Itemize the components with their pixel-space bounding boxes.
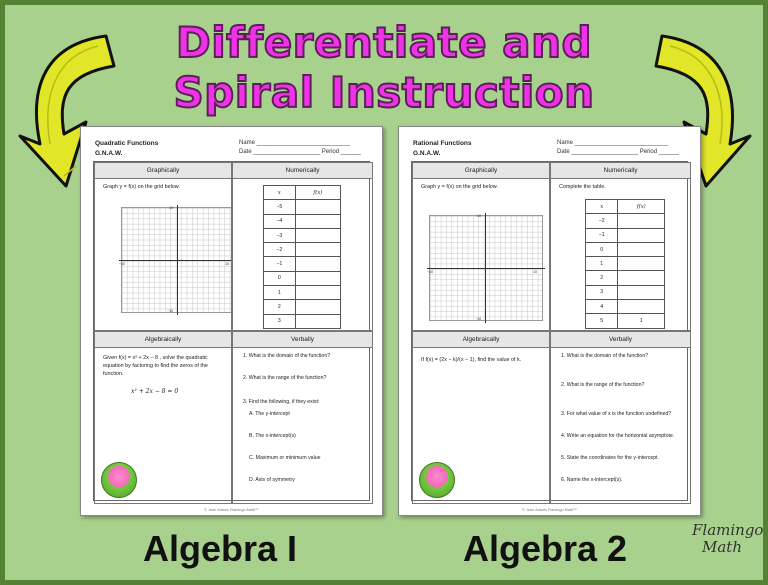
quadrant-header: Graphically: [413, 163, 549, 179]
worksheet-subtitle: G.N.A.W.: [95, 150, 123, 158]
col-fx: f(x): [295, 186, 340, 200]
table-cell[interactable]: [618, 228, 665, 242]
question-list: [551, 348, 690, 483]
worksheet-title: Quadratic Functions: [95, 140, 159, 147]
list-item: 1. What is the domain of the function?: [561, 353, 649, 359]
worksheet-header: [95, 139, 158, 159]
table-cell[interactable]: 1: [618, 314, 665, 328]
list-item: 3. For what value of x is the function undefined?: [561, 411, 672, 417]
y-axis: [177, 205, 178, 315]
quadrant-header: Numerically: [233, 163, 372, 179]
table-cell[interactable]: [295, 300, 340, 314]
table-row: −5: [264, 200, 341, 214]
tick-label: −10: [427, 270, 434, 274]
quadrant-graphically: [412, 162, 550, 331]
list-item: 2. What is the range of the function?: [243, 375, 327, 381]
worksheet-grid: [93, 161, 370, 501]
table-cell[interactable]: [295, 257, 340, 271]
algebra-prompt: If f(x) = (2x − k)/(x − 1), find the value of k.: [421, 357, 522, 363]
quadrant-algebraically: [94, 331, 232, 504]
brand-logo: [692, 521, 764, 557]
col-fx: f(x): [618, 200, 665, 214]
worksheet-subtitle: G.N.A.W.: [413, 150, 441, 158]
worksheet-algebra-1: [80, 126, 383, 516]
name-date-lines: [557, 139, 679, 158]
table-row: 3: [586, 285, 665, 299]
table-row: −2: [264, 243, 341, 257]
caption-algebra-2: Algebra 2: [463, 528, 628, 569]
col-x: x: [264, 186, 296, 200]
tick-label: 10: [225, 262, 229, 266]
list-item: C. Maximum or minimum value: [249, 455, 321, 461]
quadrant-header: Graphically: [95, 163, 231, 179]
table-cell[interactable]: [295, 243, 340, 257]
brand-line-1: Flamingo: [692, 521, 764, 539]
table-cell[interactable]: [618, 285, 665, 299]
table-prompt: Complete the table.: [559, 184, 606, 190]
tick-label: −10: [475, 317, 482, 321]
table-row: 2: [586, 271, 665, 285]
worksheet-algebra-2: [398, 126, 701, 516]
worksheet-footer: © Jean Adams Flamingo Math™: [522, 508, 577, 512]
date-line: Date ____________________ Period ______: [557, 149, 679, 156]
quadrant-graphically: [94, 162, 232, 331]
worksheet-grid: [411, 161, 688, 501]
equation: x² + 2x − 8 = 0: [131, 388, 179, 395]
graph-prompt: Graph y = f(x) on the grid below.: [103, 184, 180, 190]
table-row: −2: [586, 214, 665, 228]
quadrant-header: Algebraically: [95, 332, 231, 348]
value-table: [263, 185, 341, 329]
table-row: 1: [264, 286, 341, 300]
quadrant-verbally: [550, 331, 691, 504]
list-item: 2. What is the range of the function?: [561, 382, 645, 388]
quadrant-header: Numerically: [551, 163, 690, 179]
worksheet-footer: © Jean Adams Flamingo Math™: [204, 508, 259, 512]
worksheet-title: Rational Functions: [413, 140, 472, 147]
table-row: 2: [264, 300, 341, 314]
table-cell[interactable]: [618, 257, 665, 271]
table-row: −3: [264, 228, 341, 242]
table-cell[interactable]: [618, 271, 665, 285]
table-row: 5 1: [586, 314, 665, 328]
table-row: −4: [264, 214, 341, 228]
headline-line-1: Differentiate and: [175, 18, 593, 67]
x-axis: [119, 260, 232, 261]
y-axis: [485, 213, 486, 323]
flamingo-logo-icon: [419, 462, 455, 498]
quadrant-verbally: [232, 331, 373, 504]
table-cell[interactable]: [295, 314, 340, 328]
quadrant-header: Verbally: [233, 332, 372, 348]
quadrant-header: Verbally: [551, 332, 690, 348]
table-row: 0: [264, 271, 341, 285]
headline-line-2: Spiral Instruction: [173, 68, 595, 117]
list-item: 5. State the coordinates for the y-intercept.: [561, 455, 660, 461]
table-cell[interactable]: [295, 228, 340, 242]
flamingo-logo-icon: [101, 462, 137, 498]
quadrant-algebraically: [412, 331, 550, 504]
tick-label: 10: [533, 270, 537, 274]
brand-line-2: Math: [702, 538, 742, 557]
algebra-prompt: Given f(x) = x² + 2x − 8 , solve the quadratic equation by factoring to find the zeros of the function.: [103, 355, 208, 378]
table-cell[interactable]: [295, 200, 340, 214]
tick-label: −10: [119, 262, 126, 266]
name-line: Name ____________________________: [239, 140, 351, 146]
caption-algebra-1: Algebra I: [143, 528, 298, 569]
quadrant-header: Algebraically: [413, 332, 549, 348]
table-cell[interactable]: [618, 300, 665, 314]
name-date-lines: [239, 139, 361, 158]
table-row: 0: [586, 242, 665, 256]
graph-prompt: Graph y = f(x) on the grid below.: [421, 184, 498, 190]
table-cell[interactable]: [295, 286, 340, 300]
list-item: D. Axis of symmetry: [249, 477, 295, 483]
tick-label: −10: [167, 309, 174, 313]
table-cell[interactable]: [295, 214, 340, 228]
name-line: Name ____________________________: [557, 140, 669, 146]
table-cell[interactable]: [618, 242, 665, 256]
list-item: B. The x-intercept(s): [249, 433, 296, 439]
table-cell[interactable]: [618, 214, 665, 228]
list-item: A. The y-intercept: [249, 411, 290, 417]
table-row: 4: [586, 300, 665, 314]
tick-label: 10: [169, 206, 173, 210]
col-x: x: [586, 200, 618, 214]
quadrant-numerically: [550, 162, 691, 331]
table-row: −1: [264, 257, 341, 271]
table-cell[interactable]: [295, 271, 340, 285]
list-item: 4. Write an equation for the horizontal asymptote.: [561, 433, 675, 439]
date-line: Date ____________________ Period ______: [239, 149, 361, 156]
table-row: −1: [586, 228, 665, 242]
table-row: 3: [264, 314, 341, 328]
worksheet-header: [413, 139, 472, 159]
table-row: 1: [586, 257, 665, 271]
value-table: [585, 199, 665, 329]
question-list: [233, 348, 372, 483]
x-axis: [427, 268, 545, 269]
tick-label: 10: [477, 214, 481, 218]
quadrant-numerically: [232, 162, 373, 331]
list-item: 6. Name the x-intercept(s).: [561, 477, 623, 483]
list-item: 3. Find the following, if they exist:: [243, 399, 320, 405]
list-item: 1. What is the domain of the function?: [243, 353, 331, 359]
